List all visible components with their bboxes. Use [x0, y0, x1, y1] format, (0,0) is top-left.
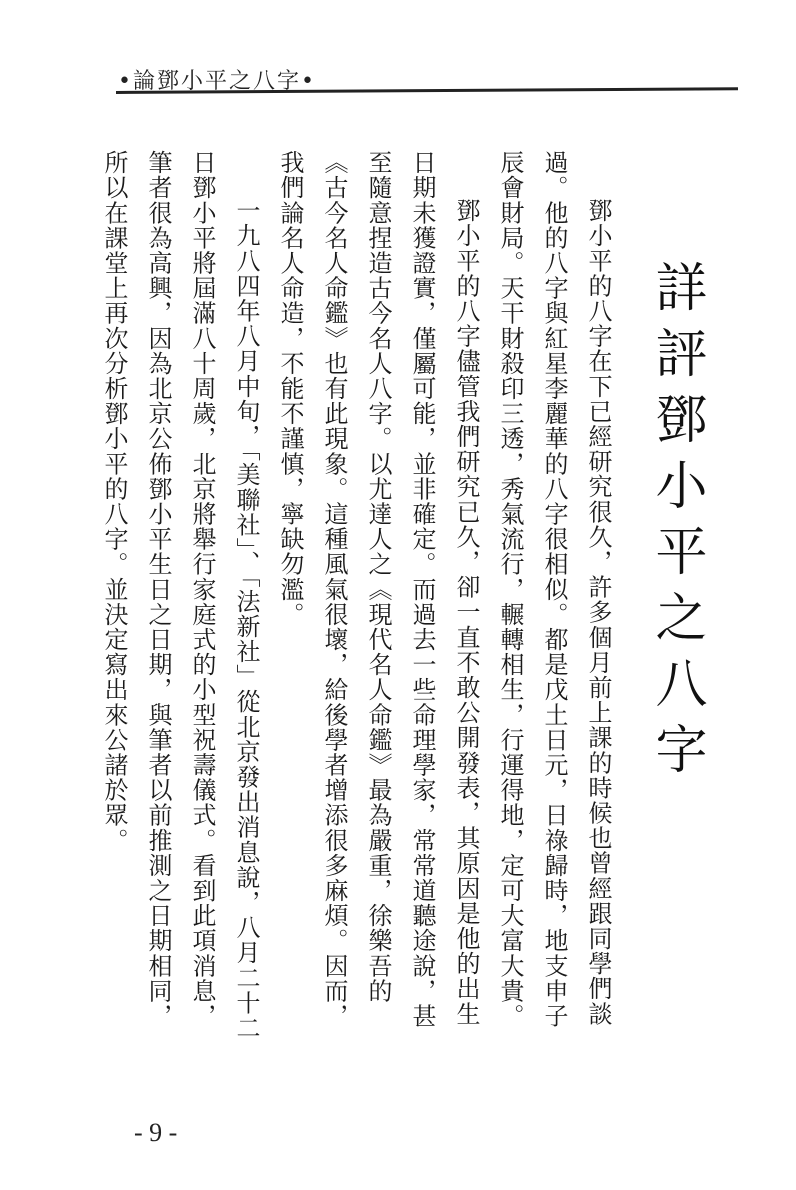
- paragraph-1: 鄧小平的八字在下已經研究很久，許多個月前上課的時候也曾經跟同學們談過。他的八字與紅星李麗華的八字很相似。都是戊土日元，日祿歸時，地支申子辰會財局。天干財殺印三透，秀氣流行，輾轉相生，行運得地，定可大富大貴。: [496, 150, 612, 1029]
- paragraph-3: 一九八四年八月中旬，「美聯社」、「法新社」從北京發出消息說，八月二十二日鄧小平將屆滿八十周歲，北京將舉行家庭式的小型祝壽儀式。看到此項消息，筆者很為高興，因為北京公佈鄧小平生日之日期，與筆者以前推測之日期相同，所以在課堂上再次分析鄧小平的八字。並決定寫出來公諸於眾。: [100, 150, 260, 1041]
- running-header: •論鄧小平之八字•: [118, 69, 316, 94]
- article-body: [92, 150, 712, 1050]
- article-title: 詳評鄧小平之八字: [646, 260, 706, 788]
- page-number: - 9 -: [134, 1118, 178, 1147]
- paragraph-2: 鄧小平的八字儘管我們研究已久，卻一直不敢公開發表，其原因是他的出生日期未獲證實，僅屬可能，並非確定。而過去一些命理學家，常常道聽途說，甚至隨意捏造古今名人八字。以尤達人之《現代名人命鑑》最為嚴重，徐樂吾的《古今名人命鑑》也有此現象。這種風氣很壞，給後學者增添很多麻煩。因而，我們論名人命造，不能不謹慎，寧缺勿濫。: [276, 150, 480, 1029]
